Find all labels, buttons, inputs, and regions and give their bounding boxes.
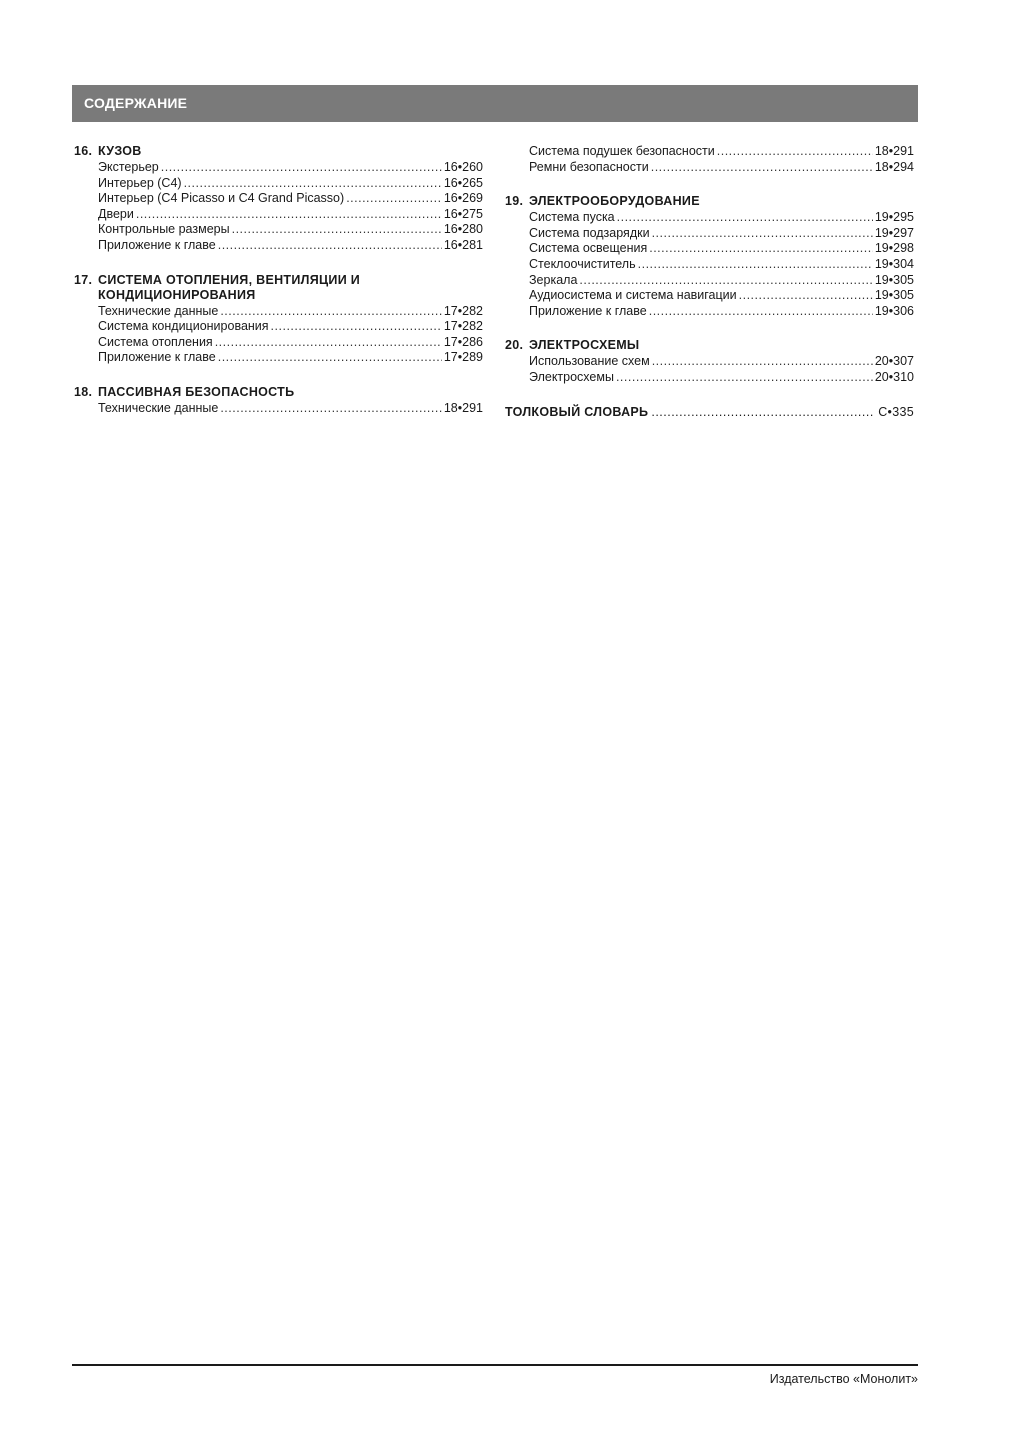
section-heading	[74, 385, 483, 400]
toc-entry[interactable]	[529, 370, 914, 386]
entry-page: 19•297	[874, 225, 914, 240]
entry-page: 17•282	[443, 303, 483, 318]
entry-label: Интерьер (C4 Picasso и C4 Grand Picasso)	[98, 191, 345, 206]
toc-section-19	[505, 194, 914, 319]
leader-dots	[638, 257, 873, 273]
entry-label: Аудиосистема и система навигации	[529, 288, 737, 303]
section-number: 16.	[74, 144, 93, 158]
toc-entry[interactable]	[98, 238, 483, 254]
leader-dots	[161, 160, 442, 176]
toc-entry[interactable]	[98, 304, 483, 320]
toc-section-18	[74, 385, 483, 417]
leader-dots	[271, 319, 442, 335]
footer-divider	[72, 1364, 918, 1366]
entry-page: 20•307	[874, 354, 914, 369]
toc-entry[interactable]	[529, 210, 914, 226]
entry-label: Система кондиционирования	[98, 319, 269, 334]
leader-dots	[652, 354, 873, 370]
entry-label: Контрольные размеры	[98, 222, 230, 237]
leader-dots	[616, 370, 873, 386]
toc-entry[interactable]	[98, 207, 483, 223]
entry-label: Система подзарядки	[529, 225, 650, 240]
section-title: КУЗОВ	[98, 144, 142, 158]
toc-header-bar	[72, 85, 918, 122]
leader-dots	[651, 160, 873, 176]
leader-dots	[739, 288, 873, 304]
entry-page: 19•295	[874, 210, 914, 225]
entry-page: 18•291	[443, 400, 483, 415]
toc-entry[interactable]	[529, 304, 914, 320]
section-heading	[74, 144, 483, 159]
toc-entry[interactable]	[98, 160, 483, 176]
toc-entry[interactable]	[529, 354, 914, 370]
entry-label: Система подушек безопасности	[529, 144, 715, 158]
toc-entry[interactable]	[529, 273, 914, 289]
leader-dots	[652, 226, 873, 242]
entry-label: Интерьер (С4)	[98, 175, 182, 190]
entry-page: 17•289	[443, 350, 483, 365]
entry-page: 19•304	[874, 256, 914, 271]
leader-dots	[215, 335, 442, 351]
toc-entry[interactable]	[98, 350, 483, 366]
toc-right-column	[505, 144, 914, 420]
toc-entry[interactable]	[98, 191, 483, 207]
leader-dots	[649, 241, 873, 257]
entry-label: Зеркала	[529, 272, 578, 287]
toc-section-17	[74, 273, 483, 366]
entry-page: 17•286	[443, 334, 483, 349]
entry-label: Двери	[98, 206, 134, 221]
toc-entry[interactable]	[529, 226, 914, 242]
leader-dots	[717, 144, 873, 160]
section-heading	[505, 338, 914, 353]
entry-page: 16•281	[443, 237, 483, 252]
entry-label: Приложение к главе	[529, 303, 647, 318]
leader-dots	[220, 401, 442, 417]
section-heading	[505, 194, 914, 209]
entry-label: Ремни безопасности	[529, 159, 649, 174]
entry-page: 18•294	[874, 159, 914, 174]
section-number: 17.	[74, 272, 93, 287]
toc-left-column	[74, 144, 483, 436]
entry-label: Приложение к главе	[98, 350, 216, 365]
toc-section-18-continued	[505, 144, 914, 175]
toc-entry[interactable]	[98, 401, 483, 417]
leader-dots	[649, 304, 873, 320]
section-number: 18.	[74, 384, 93, 399]
toc-glossary-entry[interactable]	[505, 405, 914, 420]
entry-label: Система отопления	[98, 334, 213, 349]
entry-page: 19•305	[874, 272, 914, 287]
toc-entry[interactable]	[529, 241, 914, 257]
section-heading	[74, 273, 483, 303]
leader-dots	[232, 222, 442, 238]
leader-dots	[617, 210, 873, 226]
entry-label: Стеклоочиститель	[529, 256, 636, 271]
leader-dots	[184, 176, 442, 192]
entry-page: 19•306	[874, 303, 914, 318]
toc-section-20	[505, 338, 914, 385]
entry-page: 16•260	[443, 160, 483, 174]
leader-dots	[651, 405, 875, 420]
glossary-title: ТОЛКОВЫЙ СЛОВАРЬ	[505, 404, 649, 419]
entry-label: Электросхемы	[529, 369, 614, 384]
leader-dots	[346, 191, 442, 207]
leader-dots	[579, 273, 872, 289]
entry-page: 18•291	[874, 144, 914, 158]
toc-entry[interactable]	[529, 257, 914, 273]
entry-label: Приложение к главе	[98, 237, 216, 252]
toc-entry[interactable]	[529, 144, 914, 160]
entry-label: Система освещения	[529, 241, 648, 256]
toc-section-16	[74, 144, 483, 254]
entry-page: 16•265	[443, 175, 483, 190]
entry-label: Технические данные	[98, 303, 219, 318]
entry-page: 16•275	[443, 206, 483, 221]
toc-entry[interactable]	[98, 176, 483, 192]
toc-entry[interactable]	[529, 288, 914, 304]
leader-dots	[218, 350, 442, 366]
glossary-page: С•335	[878, 404, 914, 419]
toc-header-title: СОДЕРЖАНИЕ	[84, 95, 188, 111]
section-number: 20.	[505, 338, 524, 353]
leader-dots	[218, 238, 442, 254]
publisher-name: Издательство «Монолит»	[769, 1372, 918, 1386]
section-title: СИСТЕМА ОТОПЛЕНИЯ, ВЕНТИЛЯЦИИ И КОНДИЦИОНИРОВАНИЯ	[98, 272, 361, 302]
entry-page: 20•310	[874, 369, 914, 384]
entry-page: 16•269	[443, 191, 483, 206]
section-number: 19.	[505, 194, 524, 209]
entry-page: 16•280	[443, 222, 483, 237]
entry-page: 19•305	[874, 288, 914, 303]
toc-entry[interactable]	[529, 160, 914, 176]
section-title: ПАССИВНАЯ БЕЗОПАСНОСТЬ	[98, 384, 295, 399]
entry-label: Экстерьер	[98, 160, 159, 174]
toc-entry[interactable]	[98, 222, 483, 238]
entry-page: 17•282	[443, 319, 483, 334]
entry-label: Система пуска	[529, 210, 615, 225]
leader-dots	[136, 207, 442, 223]
section-title: ЭЛЕКТРОСХЕМЫ	[529, 338, 640, 353]
entry-label: Технические данные	[98, 400, 219, 415]
toc-entry[interactable]	[98, 335, 483, 351]
leader-dots	[220, 304, 442, 320]
entry-label: Использование схем	[529, 354, 650, 369]
entry-page: 19•298	[874, 241, 914, 256]
toc-entry[interactable]	[98, 319, 483, 335]
section-title: ЭЛЕКТРООБОРУДОВАНИЕ	[529, 194, 700, 209]
